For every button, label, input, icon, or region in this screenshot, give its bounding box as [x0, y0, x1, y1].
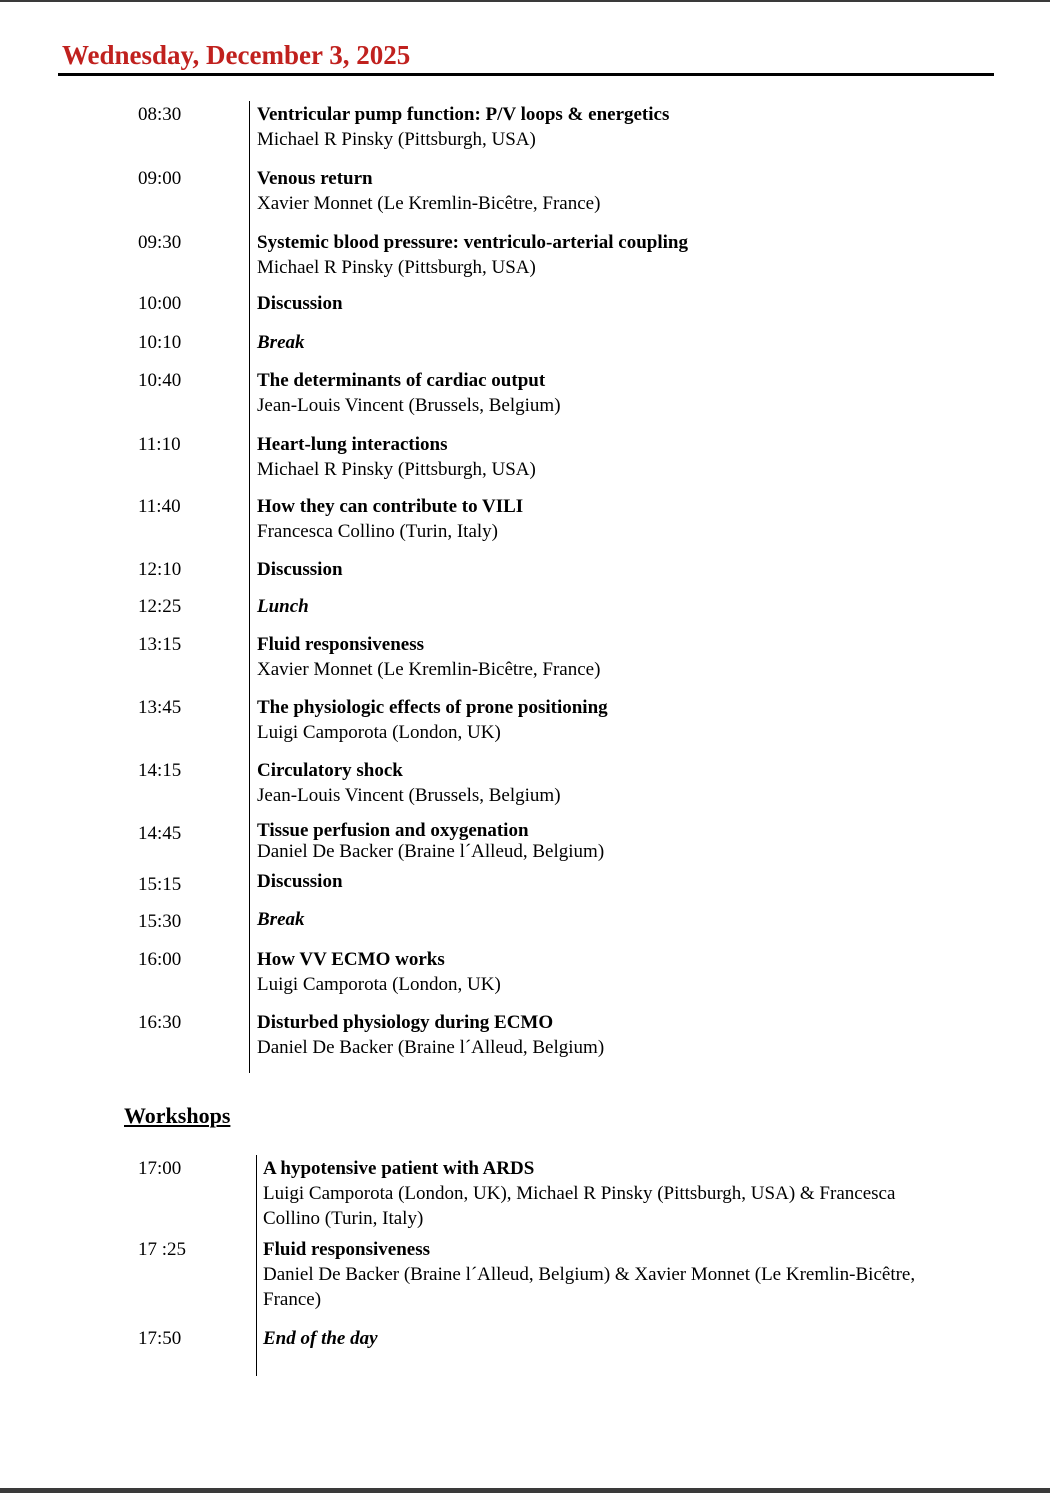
entry-time: 14:45: [138, 823, 182, 844]
entry-time: 15:30: [138, 911, 182, 932]
entry-title: How VV ECMO works: [257, 949, 445, 970]
entry-time: 17:00: [138, 1158, 182, 1179]
workshops-divider-line: [256, 1155, 257, 1376]
entry-time: 11:10: [138, 434, 181, 455]
entry-time: 17:50: [138, 1328, 182, 1349]
entry-time: 11:40: [138, 496, 181, 517]
entry-title: Systemic blood pressure: ventriculo-arterial coupling: [257, 232, 688, 253]
entry-title: Break: [257, 332, 305, 353]
entry-title: Tissue perfusion and oxygenation: [257, 820, 529, 841]
entry-speaker: Michael R Pinsky (Pittsburgh, USA): [257, 459, 536, 480]
entry-time: 10:10: [138, 332, 182, 353]
entry-time: 13:15: [138, 634, 182, 655]
entry-time: 15:15: [138, 874, 182, 895]
entry-speaker: Luigi Camporota (London, UK): [257, 974, 501, 995]
entry-time: 12:10: [138, 559, 182, 580]
entry-time: 09:30: [138, 232, 182, 253]
workshops-heading: Workshops: [124, 1103, 231, 1128]
entry-title: How they can contribute to VILI: [257, 496, 524, 517]
entry-time: 14:15: [138, 760, 182, 781]
entry-speaker: Jean-Louis Vincent (Brussels, Belgium): [257, 395, 561, 416]
entry-speaker: Daniel De Backer (Braine l´Alleud, Belgium): [257, 841, 605, 862]
entry-title: The determinants of cardiac output: [257, 370, 546, 391]
entry-speaker: Francesca Collino (Turin, Italy): [257, 521, 498, 542]
top-border: [0, 0, 1050, 2]
entry-speaker: Luigi Camporota (London, UK): [257, 722, 501, 743]
entry-speaker: Luigi Camporota (London, UK), Michael R Pinsky (Pittsburgh, USA) & Francesca Collino (Turin, Italy): [263, 1183, 896, 1229]
entry-title: Disturbed physiology during ECMO: [257, 1012, 554, 1033]
entry-title: Break: [257, 909, 305, 930]
entry-title: End of the day: [263, 1328, 378, 1349]
bottom-border: [0, 1488, 1050, 1493]
entry-speaker: Xavier Monnet (Le Kremlin-Bicêtre, France): [257, 193, 601, 214]
entry-time: 16:00: [138, 949, 182, 970]
entry-title: The physiologic effects of prone positioning: [257, 697, 608, 718]
entry-time: 13:45: [138, 697, 182, 718]
entry-speaker: Michael R Pinsky (Pittsburgh, USA): [257, 257, 536, 278]
title-underline: [58, 73, 994, 76]
entry-speaker: Daniel De Backer (Braine l´Alleud, Belgium) & Xavier Monnet (Le Kremlin-Bicêtre, France): [263, 1264, 916, 1310]
entry-title: Discussion: [257, 559, 343, 580]
day-title: Wednesday, December 3, 2025: [62, 40, 411, 70]
entry-title: Venous return: [257, 168, 373, 189]
entry-time: 10:40: [138, 370, 182, 391]
entry-time: 10:00: [138, 293, 182, 314]
entry-title: Circulatory shock: [257, 760, 403, 781]
entry-title: Ventricular pump function: P/V loops & energetics: [257, 104, 670, 125]
entry-title: Heart-lung interactions: [257, 434, 448, 455]
entry-speaker: Michael R Pinsky (Pittsburgh, USA): [257, 129, 536, 150]
entry-title: Fluid responsiveness: [263, 1239, 430, 1260]
entry-time: 16:30: [138, 1012, 182, 1033]
entry-title: A hypotensive patient with ARDS: [263, 1158, 535, 1179]
entry-title: Fluid responsiveness: [257, 634, 424, 655]
entry-title: Discussion: [257, 293, 343, 314]
entry-time: 12:25: [138, 596, 182, 617]
program-divider-line: [249, 101, 250, 1073]
entry-speaker: Jean-Louis Vincent (Brussels, Belgium): [257, 785, 561, 806]
entry-title: Lunch: [257, 596, 309, 617]
entry-time: 09:00: [138, 168, 182, 189]
entry-speaker: Xavier Monnet (Le Kremlin-Bicêtre, France): [257, 659, 601, 680]
entry-time: 08:30: [138, 104, 182, 125]
entry-speaker: Daniel De Backer (Braine l´Alleud, Belgium): [257, 1037, 605, 1058]
entry-time: 17 :25: [138, 1239, 187, 1260]
entry-title: Discussion: [257, 871, 343, 892]
